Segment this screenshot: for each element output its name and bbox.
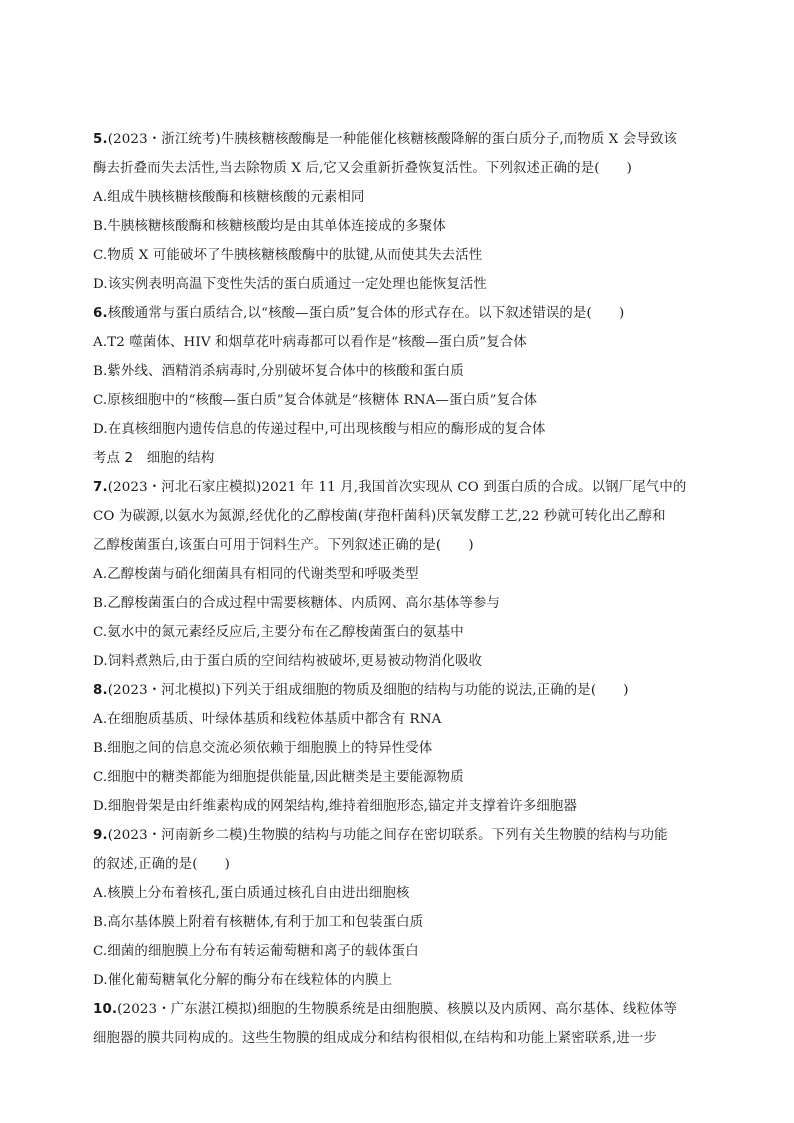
question-5-option-b: B.牛胰核糖核酸酶和核糖核酸均是由其单体连接成的多聚体	[93, 219, 446, 234]
question-number: 6.	[93, 306, 108, 321]
question-8-line-1	[93, 681, 703, 701]
question-number: 7.	[93, 480, 108, 495]
question-7-option-a: A.乙醇梭菌与硝化细菌具有相同的代谢类型和呼吸类型	[93, 567, 419, 582]
question-5-line-1	[93, 130, 703, 150]
question-6-option-b: B.紫外线、酒精消杀病毒时,分别破坏复合体中的核酸和蛋白质	[93, 364, 464, 379]
question-10-line-1	[93, 1000, 703, 1020]
question-5-option-d: D.该实例表明高温下变性失活的蛋白质通过一定处理也能恢复活性	[93, 277, 487, 292]
question-7-line-2: CO 为碳源,以氨水为氮源,经优化的乙醇梭菌(芽孢杆菌科)厌氧发酵工艺,22 秒就可转化出乙醇和	[93, 509, 666, 524]
question-text: (2023・浙江统考)牛胰核糖核酸酶是一种能催化核糖核酸降解的蛋白质分子,而物质 X 会导致该	[107, 132, 678, 147]
question-9-option-a: A.核膜上分布着核孔,蛋白质通过核孔自由进出细胞核	[93, 886, 410, 901]
question-6-option-d: D.在真核细胞内遗传信息的传递过程中,可出现核酸与相应的酶形成的复合体	[93, 422, 546, 437]
question-10-line-2: 细胞器的膜共同构成的。这些生物膜的组成成分和结构很相似,在结构和功能上紧密联系,进一步	[93, 1031, 657, 1046]
question-7-option-d: D.饲料煮熟后,由于蛋白质的空间结构被破坏,更易被动物消化吸收	[93, 654, 483, 669]
question-8-option-c: C.细胞中的糖类都能为细胞提供能量,因此糖类是主要能源物质	[93, 770, 464, 785]
question-5-line-2: 酶去折叠而失去活性,当去除物质 X 后,它又会重新折叠恢复活性。下列叙述正确的是( )	[93, 161, 633, 176]
question-7-option-c: C.氨水中的氮元素经反应后,主要分布在乙醇梭菌蛋白的氨基中	[93, 625, 464, 640]
question-7-line-3: 乙醇梭菌蛋白,该蛋白可用于饲料生产。下列叙述正确的是( )	[93, 538, 474, 553]
question-8-option-b: B.细胞之间的信息交流必须依赖于细胞膜上的特异性受体	[93, 741, 433, 756]
question-number: 5.	[93, 132, 108, 147]
question-9-option-d: D.催化葡萄糖氧化分解的酶分布在线粒体的内膜上	[93, 973, 393, 988]
question-text: (2023・广东湛江模拟)细胞的生物膜系统是由细胞膜、核膜以及内质网、高尔基体、线粒体等	[117, 1002, 678, 1017]
question-text: (2023・河南新乡二模)生物膜的结构与功能之间存在密切联系。下列有关生物膜的结构与功能	[107, 828, 668, 843]
question-6-option-a: A.T2 噬菌体、HIV 和烟草花叶病毒都可以看作是“核酸—蛋白质”复合体	[93, 335, 527, 350]
question-6-line-1	[93, 304, 703, 324]
question-6-option-c: C.原核细胞中的“核酸—蛋白质”复合体就是“核糖体 RNA—蛋白质”复合体	[93, 393, 538, 408]
section-heading: 考点 2 细胞的结构	[93, 451, 215, 466]
question-number: 8.	[93, 683, 108, 698]
question-text: (2023・河北石家庄模拟)2021 年 11 月,我国首次实现从 CO 到蛋白质的合成。以钢厂尾气中的	[107, 480, 687, 495]
question-9-line-2: 的叙述,正确的是( )	[93, 857, 231, 872]
question-9-option-c: C.细菌的细胞膜上分布有转运葡萄糖和离子的载体蛋白	[93, 944, 419, 959]
question-9-line-1	[93, 826, 703, 846]
question-text: 核酸通常与蛋白质结合,以“核酸—蛋白质”复合体的形式存在。以下叙述错误的是( )	[107, 306, 625, 321]
question-5-option-a: A.组成牛胰核糖核酸酶和核糖核酸的元素相同	[93, 190, 365, 205]
question-7-line-1	[93, 478, 703, 498]
question-9-option-b: B.高尔基体膜上附着有核糖体,有利于加工和包装蛋白质	[93, 915, 424, 930]
question-7-option-b: B.乙醇梭菌蛋白的合成过程中需要核糖体、内质网、高尔基体等参与	[93, 596, 501, 611]
question-number: 9.	[93, 828, 108, 843]
question-8-option-d: D.细胞骨架是由纤维素构成的网架结构,维持着细胞形态,锚定并支撑着许多细胞器	[93, 799, 578, 814]
question-number: 10.	[93, 1002, 118, 1017]
question-8-option-a: A.在细胞质基质、叶绿体基质和线粒体基质中都含有 RNA	[93, 712, 442, 727]
question-text: (2023・河北模拟)下列关于组成细胞的物质及细胞的结构与功能的说法,正确的是( )	[107, 683, 629, 698]
question-5-option-c: C.物质 X 可能破坏了牛胰核糖核酸酶中的肽键,从而使其失去活性	[93, 248, 483, 263]
